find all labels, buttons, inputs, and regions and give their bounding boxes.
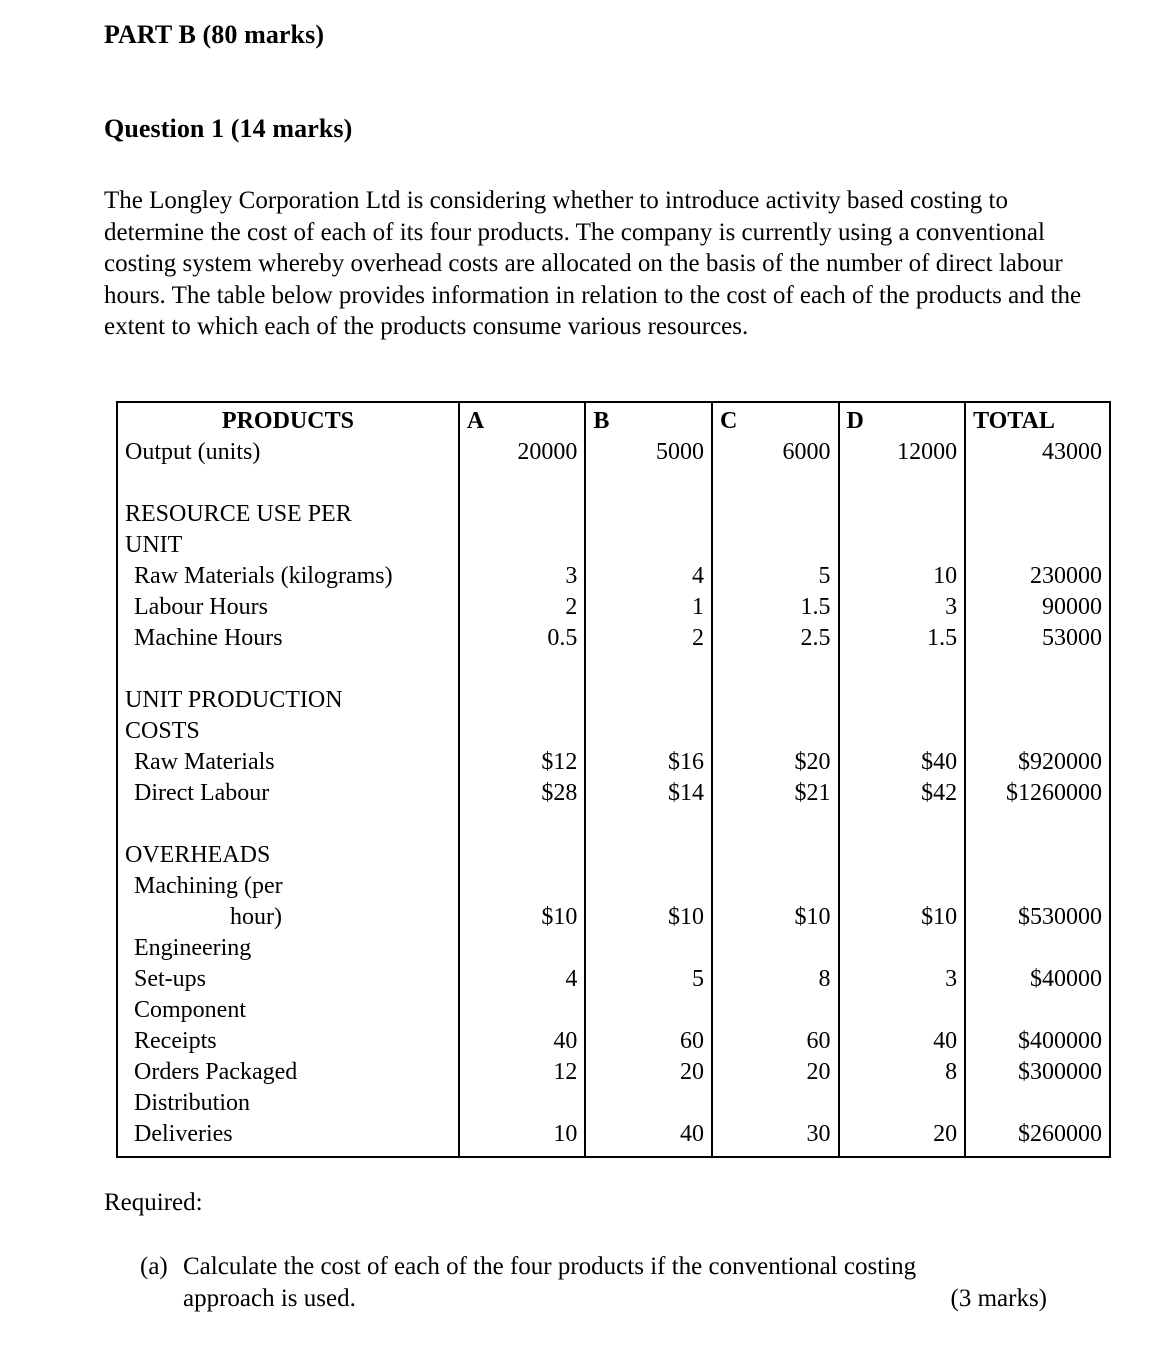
requirement-line-1 bbox=[140, 1251, 1095, 1283]
column-a-values bbox=[467, 437, 578, 1150]
cell-empty bbox=[467, 840, 578, 871]
cell-empty bbox=[720, 499, 831, 530]
requirement-marks: (3 marks) bbox=[950, 1284, 1047, 1312]
cell-empty bbox=[973, 685, 1102, 716]
table-cell: 40 bbox=[933, 1028, 958, 1054]
cell-empty bbox=[593, 840, 704, 871]
cell-empty bbox=[973, 654, 1102, 685]
table-column-labels bbox=[118, 403, 459, 1156]
table-cell: 8 bbox=[945, 1059, 958, 1085]
table-cell: $28 bbox=[541, 780, 578, 806]
row-label: Machine Hours bbox=[134, 625, 283, 651]
table-cell: $20 bbox=[794, 749, 831, 775]
table-cell: 3 bbox=[565, 563, 578, 589]
table-cell: 2 bbox=[565, 594, 578, 620]
required-label: Required: bbox=[104, 1189, 203, 1216]
cell-empty bbox=[720, 809, 831, 840]
cell-empty bbox=[973, 871, 1102, 902]
cell-empty bbox=[467, 1088, 578, 1119]
requirement-item-a bbox=[140, 1251, 1095, 1314]
cell-empty bbox=[467, 716, 578, 747]
table-cell: 2 bbox=[691, 625, 704, 651]
cell-empty bbox=[847, 840, 958, 871]
cell-empty bbox=[593, 809, 704, 840]
table-cell: 5 bbox=[691, 966, 704, 992]
cell-empty bbox=[593, 685, 704, 716]
table-cell: $10 bbox=[541, 904, 578, 930]
row-label: UNIT bbox=[125, 532, 183, 558]
column-d-values bbox=[847, 437, 958, 1150]
cell-empty bbox=[593, 933, 704, 964]
table-cell: 3 bbox=[945, 966, 958, 992]
table-column-b bbox=[585, 403, 712, 1156]
row-label: COSTS bbox=[125, 718, 200, 744]
row-spacer bbox=[125, 809, 451, 840]
cell-empty bbox=[720, 685, 831, 716]
table-cell: 4 bbox=[565, 966, 578, 992]
table-cell: $14 bbox=[667, 780, 704, 806]
column-header-total: TOTAL bbox=[973, 408, 1055, 434]
requirement-marker: (a) bbox=[140, 1253, 168, 1280]
cell-empty bbox=[467, 468, 578, 499]
cell-empty bbox=[720, 716, 831, 747]
row-label: Deliveries bbox=[134, 1121, 233, 1147]
table-cell: 30 bbox=[806, 1121, 831, 1147]
cell-empty bbox=[720, 840, 831, 871]
requirement-text: Calculate the cost of each of the four products if the conventional costing bbox=[183, 1253, 917, 1280]
table-cell: 43000 bbox=[1042, 439, 1102, 465]
table-cell: 53000 bbox=[1042, 625, 1102, 651]
requirement-line-2 bbox=[140, 1283, 1095, 1315]
table-cell: $42 bbox=[921, 780, 958, 806]
column-header-c: C bbox=[719, 408, 738, 434]
table-cell: 12 bbox=[553, 1059, 578, 1085]
cell-empty bbox=[720, 530, 831, 561]
row-label: Receipts bbox=[134, 1028, 217, 1054]
requirement-text-cont: approach is used. bbox=[183, 1284, 356, 1312]
table-cell: 12000 bbox=[897, 439, 958, 465]
cell-empty bbox=[973, 716, 1102, 747]
intro-paragraph: The Longley Corporation Ltd is considering whether to introduce activity based costing to determine the cost of each of its four products. The company is currently using a conventional costing system whereby overhead costs are allocated on the basis of the number of direct labour hours. The table below provides information in relation to the cost of each of the products and the extent to which each of the products consume various resources. bbox=[104, 187, 1082, 340]
cell-empty bbox=[847, 809, 958, 840]
table-cell: 1 bbox=[691, 594, 704, 620]
cell-empty bbox=[593, 995, 704, 1026]
column-header-d: D bbox=[846, 408, 864, 434]
table-cell: $1260000 bbox=[1006, 780, 1102, 806]
cell-empty bbox=[467, 995, 578, 1026]
table-cell: 8 bbox=[818, 966, 831, 992]
cell-empty bbox=[593, 530, 704, 561]
cell-empty bbox=[847, 1088, 958, 1119]
table-cell: $400000 bbox=[1018, 1028, 1102, 1054]
cell-empty bbox=[720, 995, 831, 1026]
row-label: Raw Materials bbox=[134, 749, 275, 775]
cell-empty bbox=[467, 871, 578, 902]
row-label: Orders Packaged bbox=[134, 1059, 298, 1085]
cell-empty bbox=[973, 499, 1102, 530]
row-label: RESOURCE USE PER bbox=[125, 501, 352, 527]
row-label: Distribution bbox=[134, 1090, 251, 1116]
cell-empty bbox=[973, 1088, 1102, 1119]
table-column-c bbox=[712, 403, 839, 1156]
cell-empty bbox=[720, 933, 831, 964]
row-spacer bbox=[125, 468, 451, 499]
part-heading: PART B (80 marks) bbox=[104, 20, 325, 49]
cell-empty bbox=[720, 1088, 831, 1119]
cell-empty bbox=[720, 468, 831, 499]
table-cell: 60 bbox=[806, 1028, 831, 1054]
table-cell: 20 bbox=[933, 1121, 958, 1147]
column-c-values bbox=[720, 437, 831, 1150]
cell-empty bbox=[973, 995, 1102, 1026]
row-label: Output (units) bbox=[125, 439, 261, 465]
cell-empty bbox=[973, 468, 1102, 499]
row-label: Labour Hours bbox=[134, 594, 268, 620]
table-cell: $12 bbox=[541, 749, 578, 775]
question-heading: Question 1 (14 marks) bbox=[104, 114, 353, 143]
products-cost-table bbox=[116, 401, 1111, 1158]
table-cell: 10 bbox=[553, 1121, 578, 1147]
row-label-list bbox=[125, 437, 451, 1150]
row-spacer bbox=[125, 654, 451, 685]
row-label: Engineering bbox=[134, 935, 252, 961]
cell-empty bbox=[847, 530, 958, 561]
table-cell: 20000 bbox=[517, 439, 578, 465]
cell-empty bbox=[467, 530, 578, 561]
table-cell: 40 bbox=[679, 1121, 704, 1147]
cell-empty bbox=[593, 499, 704, 530]
row-label: Set-ups bbox=[134, 966, 206, 992]
table-column-d bbox=[839, 403, 966, 1156]
table-cell: 5000 bbox=[655, 439, 704, 465]
table-cell: $10 bbox=[794, 904, 831, 930]
cell-empty bbox=[847, 871, 958, 902]
table-cell: $40000 bbox=[1030, 966, 1102, 992]
table-cell: 230000 bbox=[1030, 563, 1102, 589]
column-total-values bbox=[973, 437, 1102, 1150]
column-header-products: PRODUCTS bbox=[221, 408, 354, 434]
table-cell: 60 bbox=[679, 1028, 704, 1054]
table-cell: $16 bbox=[667, 749, 704, 775]
table-cell: 10 bbox=[933, 563, 958, 589]
table-cell: $920000 bbox=[1018, 749, 1102, 775]
table-cell: $21 bbox=[794, 780, 831, 806]
cell-empty bbox=[467, 685, 578, 716]
table-cell: 6000 bbox=[782, 439, 831, 465]
table-cell: $300000 bbox=[1018, 1059, 1102, 1085]
cell-empty bbox=[593, 654, 704, 685]
table-column-a bbox=[459, 403, 586, 1156]
row-label: OVERHEADS bbox=[125, 842, 271, 868]
table-cell: 1.5 bbox=[800, 594, 831, 620]
row-label: Machining (per bbox=[134, 873, 283, 899]
table-column-total bbox=[965, 403, 1109, 1156]
table-cell: $530000 bbox=[1018, 904, 1102, 930]
cell-empty bbox=[973, 809, 1102, 840]
table-cell: 1.5 bbox=[927, 625, 958, 651]
row-label: Component bbox=[134, 997, 246, 1023]
cell-empty bbox=[973, 840, 1102, 871]
row-label: Raw Materials (kilograms) bbox=[134, 563, 393, 589]
row-label: hour) bbox=[230, 904, 282, 930]
cell-empty bbox=[847, 499, 958, 530]
row-label: Direct Labour bbox=[134, 780, 270, 806]
cell-empty bbox=[467, 654, 578, 685]
cell-empty bbox=[847, 933, 958, 964]
column-header-a: A bbox=[466, 408, 485, 434]
cell-empty bbox=[593, 1088, 704, 1119]
table-cell: 40 bbox=[553, 1028, 578, 1054]
cell-empty bbox=[973, 530, 1102, 561]
table-cell: 5 bbox=[818, 563, 831, 589]
cell-empty bbox=[467, 933, 578, 964]
table-cell: 20 bbox=[679, 1059, 704, 1085]
cell-empty bbox=[467, 499, 578, 530]
table-cell: 0.5 bbox=[547, 625, 578, 651]
cell-empty bbox=[593, 468, 704, 499]
table-cell: $10 bbox=[921, 904, 958, 930]
cell-empty bbox=[973, 933, 1102, 964]
cell-empty bbox=[847, 468, 958, 499]
cell-empty bbox=[847, 995, 958, 1026]
cell-empty bbox=[720, 654, 831, 685]
table-cell: 4 bbox=[691, 563, 704, 589]
column-b-values bbox=[593, 437, 704, 1150]
cell-empty bbox=[467, 809, 578, 840]
row-label: UNIT PRODUCTION bbox=[125, 687, 343, 713]
cell-empty bbox=[847, 685, 958, 716]
table-cell: 90000 bbox=[1042, 594, 1102, 620]
table-cell: 3 bbox=[945, 594, 958, 620]
cell-empty bbox=[593, 871, 704, 902]
column-header-b: B bbox=[593, 408, 610, 434]
cell-empty bbox=[847, 654, 958, 685]
cell-empty bbox=[847, 716, 958, 747]
table-cell: $260000 bbox=[1018, 1121, 1102, 1147]
table-cell: 2.5 bbox=[800, 625, 831, 651]
table-cell: 20 bbox=[806, 1059, 831, 1085]
table-cell: $40 bbox=[921, 749, 958, 775]
cell-empty bbox=[720, 871, 831, 902]
cell-empty bbox=[593, 716, 704, 747]
table-cell: $10 bbox=[667, 904, 704, 930]
